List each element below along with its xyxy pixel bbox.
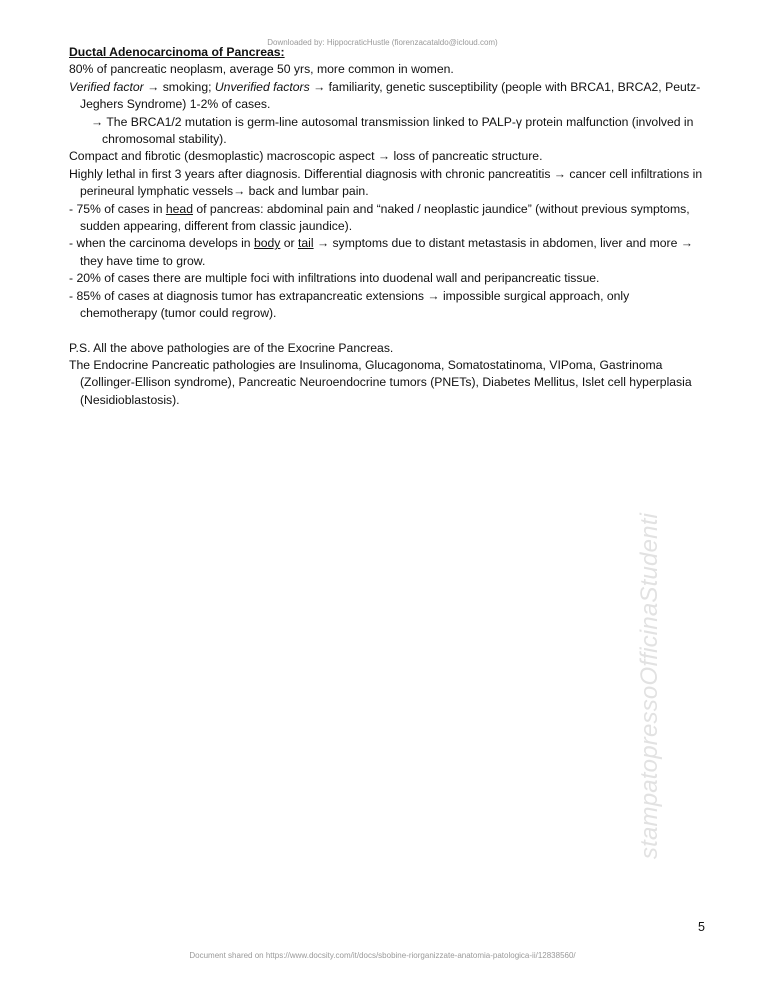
spacer: [69, 323, 709, 340]
paragraph-brca: → The BRCA1/2 mutation is germ-line autosomal transmission linked to PALP-γ protein malfunction (involved in chromosomal stability).: [91, 114, 694, 147]
bullet-body-tail: - when the carcinoma develops in body or tail → symptoms due to distant metastasis in abdomen, liver and more → they have time to grow.: [69, 236, 693, 268]
paragraph-risk-factors: Verified factor → smoking; Unverified factors → familiarity, genetic susceptibility (people with BRCA1, BRCA2, Peutz-Jeghers Syndrome) 1-2% of cases.: [69, 79, 701, 112]
paragraph-prevalence: 80% of pancreatic neoplasm, average 50 yrs, more common in women.: [69, 62, 454, 77]
paragraph-macroscopic: Compact and fibrotic (desmoplastic) macroscopic aspect → loss of pancreatic structure.: [69, 149, 543, 164]
paragraph-lethality: Highly lethal in first 3 years after diagnosis. Differential diagnosis with chronic pancreatitis → cancer cell infiltrations in perineural lymphatic vessels→ back and lumbar pain.: [69, 166, 703, 199]
footer-note: Document shared on https://www.docsity.com/it/docs/sbobine-riorganizzate-anatomia-patologica-ii/12838560/: [189, 951, 576, 960]
page-content: [69, 44, 709, 409]
page-number: 5: [698, 920, 705, 934]
bullet-head: - 75% of cases in head of pancreas: abdominal pain and “naked / neoplastic jaundice” (without previous symptoms, sudden appearing, different from classic jaundice).: [69, 201, 690, 234]
watermark: stampatopressoOfficinaStudenti: [636, 512, 663, 860]
bullet-extrapancreatic: - 85% of cases at diagnosis tumor has extrapancreatic extensions → impossible surgical approach, only chemotherapy (tumor could regrow).: [69, 288, 630, 321]
bullet-multiple-foci: - 20% of cases there are multiple foci with infiltrations into duodenal wall and peripancreatic tissue.: [69, 271, 600, 286]
paragraph-ps: P.S. All the above pathologies are of the Exocrine Pancreas.: [69, 340, 394, 355]
paragraph-endocrine: The Endocrine Pancreatic pathologies are Insulinoma, Glucagonoma, Somatostatinoma, VIPoma, Gastrinoma (Zollinger-Ellison syndrome), Pancreatic Neuroendocrine tumors (PNETs), Diabetes Mellitus, Islet cell hyperplasia (Nesidioblastosis).: [69, 357, 692, 407]
section-title: Ductal Adenocarcinoma of Pancreas:: [69, 45, 285, 59]
download-note: Downloaded by: HippocraticHustle (fiorenzacataldo@icloud.com): [267, 38, 498, 47]
